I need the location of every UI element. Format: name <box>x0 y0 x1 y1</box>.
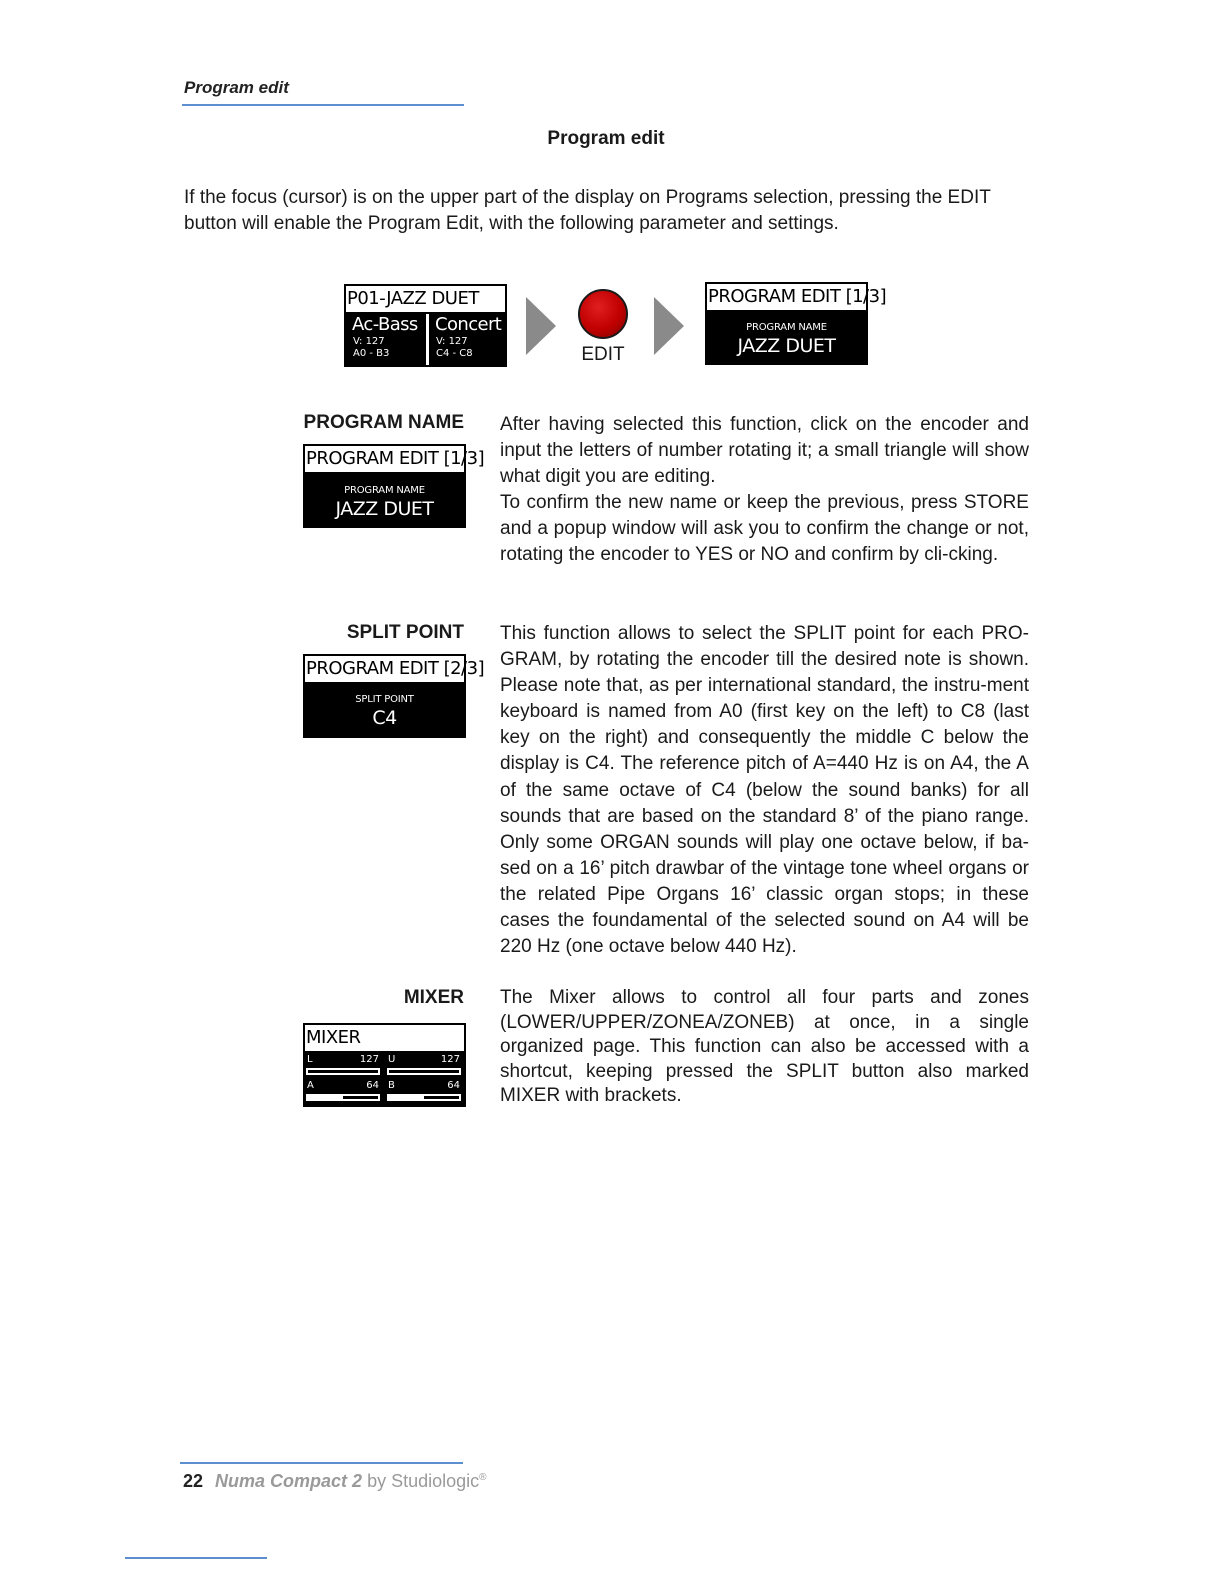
arrow-right-icon <box>654 297 684 355</box>
mixer-channel-lower[interactable] <box>305 1053 381 1079</box>
display-title: MIXER <box>305 1025 464 1052</box>
display-title: PROGRAM EDIT [1/3] <box>707 284 866 311</box>
intro-paragraph: If the focus (cursor) is on the upper part of the display on Programs selection, pressing the EDIT button will enable the Program Edit, with the following parameter and settings. <box>184 187 991 234</box>
display-title: PROGRAM EDIT [2/3] <box>305 656 464 683</box>
mixer-channel-zone-a[interactable] <box>305 1079 381 1105</box>
running-header: Program edit <box>184 78 289 97</box>
level-bar <box>387 1068 461 1075</box>
program-edit-display <box>705 282 887 365</box>
channel-value: 64 <box>366 1080 379 1091</box>
channel-value: 127 <box>440 1054 460 1065</box>
mixer-channel-upper[interactable] <box>386 1053 462 1079</box>
arrow-right-icon <box>526 297 556 355</box>
page-number: 22 <box>183 1471 204 1491</box>
header-rule <box>182 104 464 106</box>
part-upper <box>429 314 505 365</box>
part-lower <box>346 314 426 365</box>
level-bar <box>306 1094 380 1101</box>
part-range: A0 - B3 <box>353 348 390 359</box>
channel-value: 64 <box>447 1080 460 1091</box>
program-display <box>344 284 507 367</box>
mixer-channel-zone-b[interactable] <box>386 1079 462 1105</box>
channel-letter: L <box>307 1054 313 1065</box>
level-bar <box>387 1094 461 1101</box>
display-param: PROGRAM NAME <box>746 322 827 333</box>
program-name-paragraph-2: To confirm the new name or keep the previous, press STORE and a popup window will ask you to confirm the change or not, rotating the encoder to YES or NO and confirm by cli-cking. <box>500 492 1029 566</box>
registered-mark: ® <box>479 1472 487 1483</box>
level-fill <box>389 1070 459 1073</box>
channel-value: 127 <box>359 1054 379 1065</box>
mixer-text: The Mixer allows to control all four parts and zones (LOWER/UPPER/ZONEA/ZONEB) at once, in a single organized page. This function can also be accessed with a shortcut, keeping pressed the SPLIT button also marked MIXER with brackets. <box>500 987 1029 1107</box>
edit-button[interactable] <box>578 289 628 339</box>
program-name-label: PROGRAM NAME <box>303 412 464 433</box>
level-fill <box>424 1096 459 1099</box>
level-fill <box>343 1096 378 1099</box>
split-point-text: This function allows to select the SPLIT point for each PRO-GRAM, by rotating the encoder till the desired note is shown. Please note that, as per international standard, the instru-ment keyboard is named from A0 (first key on the left) to C8 (last key on the right) and consequently the middle C below the display is C4. The reference pitch of A=440 Hz is on A4, the A of the same octave of C4 (below the sound banks) for all sounds that are based on the standard 8’ of the piano range. Only some ORGAN sounds will play one octave below, if ba-sed on a 16’ pitch drawbar of the vintage tone wheel organs or the related Pipe Organs 16’ classic organ stops; in these cases the foundamental of the selected sound on A4 will be 220 Hz (one octave below 440 Hz). <box>500 623 1029 958</box>
channel-letter: A <box>307 1080 314 1091</box>
display-param: PROGRAM NAME <box>344 485 425 496</box>
part-range: C4 - C8 <box>436 348 473 359</box>
part-name: Ac-Bass <box>352 314 418 335</box>
channel-letter: B <box>388 1080 395 1091</box>
section-title: Program edit <box>547 128 665 149</box>
channel-letter: U <box>388 1054 396 1065</box>
edit-button-label: EDIT <box>581 344 625 365</box>
brand-by: by Studiologic <box>367 1471 480 1491</box>
footer-rule <box>180 1462 463 1464</box>
footer <box>183 1471 487 1492</box>
program-display-title: P01-JAZZ DUET <box>346 286 505 313</box>
display-param: SPLIT POINT <box>355 694 414 705</box>
display-title: PROGRAM EDIT [1/3] <box>305 446 464 473</box>
split-point-display <box>303 654 485 738</box>
program-name-paragraph: After having selected this function, click on the encoder and input the letters of number rotating it; a small triangle will show what digit you are editing. <box>500 414 1029 488</box>
footer-rule-bottom <box>125 1557 267 1559</box>
display-value: C4 <box>372 707 397 729</box>
part-velocity: V: 127 <box>353 336 385 347</box>
display-value: JAZZ DUET <box>335 498 434 520</box>
program-name-display <box>303 444 485 528</box>
product-name: Numa Compact 2 <box>215 1471 363 1491</box>
mixer-divider <box>383 1053 385 1105</box>
level-bar <box>306 1068 380 1075</box>
mixer-display <box>303 1023 466 1107</box>
part-velocity: V: 127 <box>436 336 468 347</box>
program-name-text <box>500 412 1029 569</box>
mixer-label: MIXER <box>403 987 464 1008</box>
display-value: JAZZ DUET <box>737 335 836 357</box>
level-fill <box>308 1070 378 1073</box>
split-point-label: SPLIT POINT <box>346 622 464 643</box>
part-name: Concert <box>435 314 502 335</box>
